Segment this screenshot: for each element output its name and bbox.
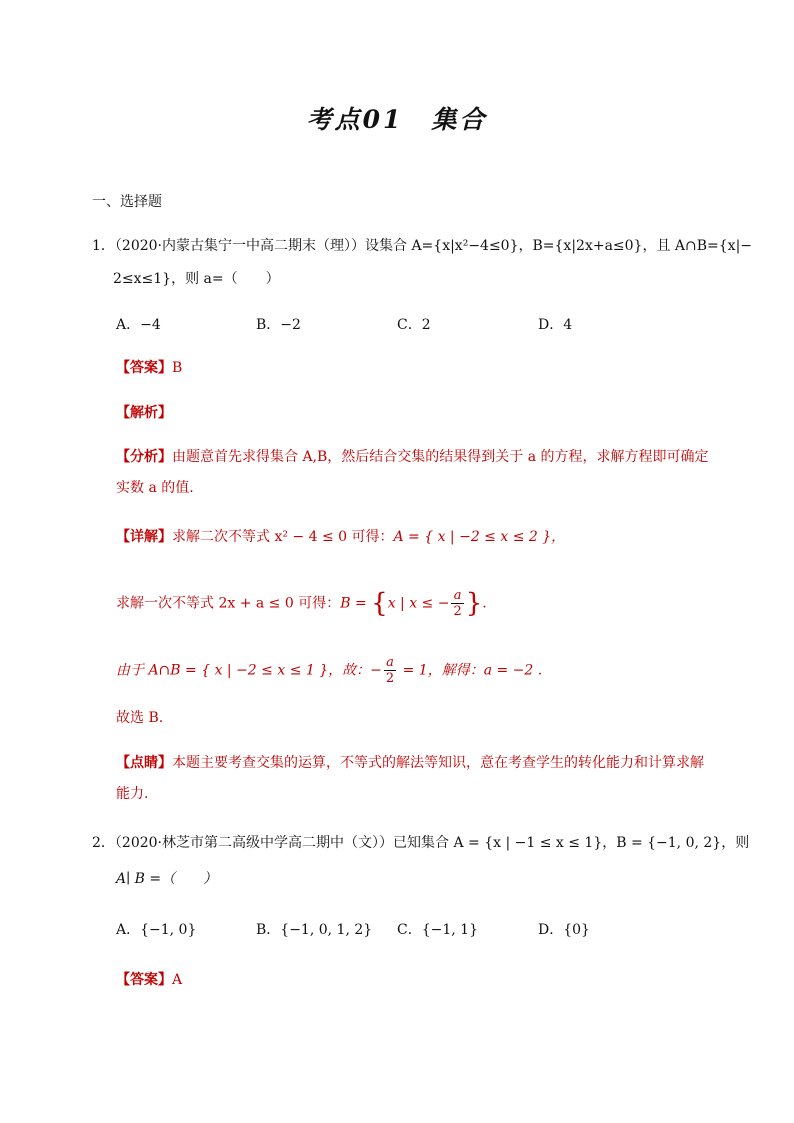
xiangjie-math: A = { x | −2 ≤ x ≤ 2 }， xyxy=(393,529,566,545)
xiangjie-tag: 【详解】 xyxy=(116,529,172,545)
option-a: A．−4 xyxy=(116,317,161,333)
option-d: D．4 xyxy=(538,317,573,333)
question-2-number: 2． xyxy=(92,835,115,851)
fraction-denominator-c: 2 xyxy=(385,671,395,686)
dianjing-line2: 能力. xyxy=(116,786,149,802)
question-1-stem-line2: 2≤x≤1}，则 a=（ ） xyxy=(113,271,280,287)
fraction-numerator-c: a xyxy=(384,655,396,671)
question-2-stem-line2: A∣ B =（ ） xyxy=(116,871,218,887)
fraction-a-over-2-c xyxy=(384,655,396,686)
fenxi-text: 由题意首先求得集合 A,B，然后结合交集的结果得到关于 a 的方程，求解方程即可确定 xyxy=(172,449,709,465)
line-b-lhs: B = xyxy=(340,595,372,612)
xiangjie-text: 求解二次不等式 x² − 4 ≤ 0 可得： xyxy=(172,529,394,545)
question-1-stem-line1 xyxy=(92,236,752,256)
question-2-stem-line1 xyxy=(92,833,749,853)
analysis-heading xyxy=(116,403,172,423)
fenxi-line1 xyxy=(116,447,709,467)
line-c xyxy=(116,655,542,686)
fenxi-line2: 实数 a 的值. xyxy=(116,480,194,496)
choose-line: 故选 B. xyxy=(116,710,164,726)
line-c-end: = 1，解得：a = −2 . xyxy=(398,662,543,679)
q2-answer-tag: 【答案】 xyxy=(116,972,172,988)
option-c: C．2 xyxy=(397,317,431,333)
line-b xyxy=(116,588,487,619)
xiangjie-line xyxy=(116,527,565,547)
question-2-stem-text: （2020·林芝市第二高级中学高二期中（文））已知集合 A = {x | −1 ≤ x ≤ 1}，B = {−1, 0, 2}，则 xyxy=(114,835,750,851)
question-1-stem-text: （2020·内蒙古集宁一中高二期末（理））设集合 A={x|x²−4≤0}，B={x|2x+a≤0}，且 A∩B={x|− xyxy=(114,238,753,254)
line-b-inner: x | x ≤ − xyxy=(387,595,450,612)
fraction-numerator: a xyxy=(451,588,463,604)
section-heading: 一、选择题 xyxy=(92,194,162,210)
dianjing-tag: 【点睛】 xyxy=(116,755,172,771)
q2-option-b: B．{−1, 0, 1, 2} xyxy=(256,922,373,938)
line-b-end: . xyxy=(482,595,487,612)
q2-answer-value: A xyxy=(172,972,183,988)
line-c-text: 由于 A∩B = { x | −2 ≤ x ≤ 1 }，故：− xyxy=(116,662,382,679)
fraction-denominator: 2 xyxy=(453,604,462,619)
option-b: B．−2 xyxy=(256,317,301,333)
line-b-text: 求解一次不等式 2x + a ≤ 0 可得： xyxy=(116,595,341,612)
dianjing-line1 xyxy=(116,753,704,773)
answer-value: B xyxy=(172,360,183,376)
q2-answer-line xyxy=(116,970,182,990)
dianjing-text: 本题主要考查交集的运算，不等式的解法等知识，意在考查学生的转化能力和计算求解 xyxy=(172,755,704,771)
q2-option-c: C．{−1, 1} xyxy=(397,922,478,938)
q2-option-a: A．{−1, 0} xyxy=(116,922,197,938)
q2-option-d: D．{0} xyxy=(538,922,590,938)
jiexi-tag: 【解析】 xyxy=(116,405,172,421)
left-brace-icon: { xyxy=(371,588,388,619)
page-title: 考点01 集合 xyxy=(306,105,488,134)
answer-tag: 【答案】 xyxy=(116,360,172,376)
answer-line xyxy=(116,358,182,378)
fenxi-tag: 【分析】 xyxy=(116,449,172,465)
fraction-a-over-2 xyxy=(451,588,463,619)
right-brace-icon: } xyxy=(465,588,483,619)
question-1-number: 1． xyxy=(92,238,115,254)
